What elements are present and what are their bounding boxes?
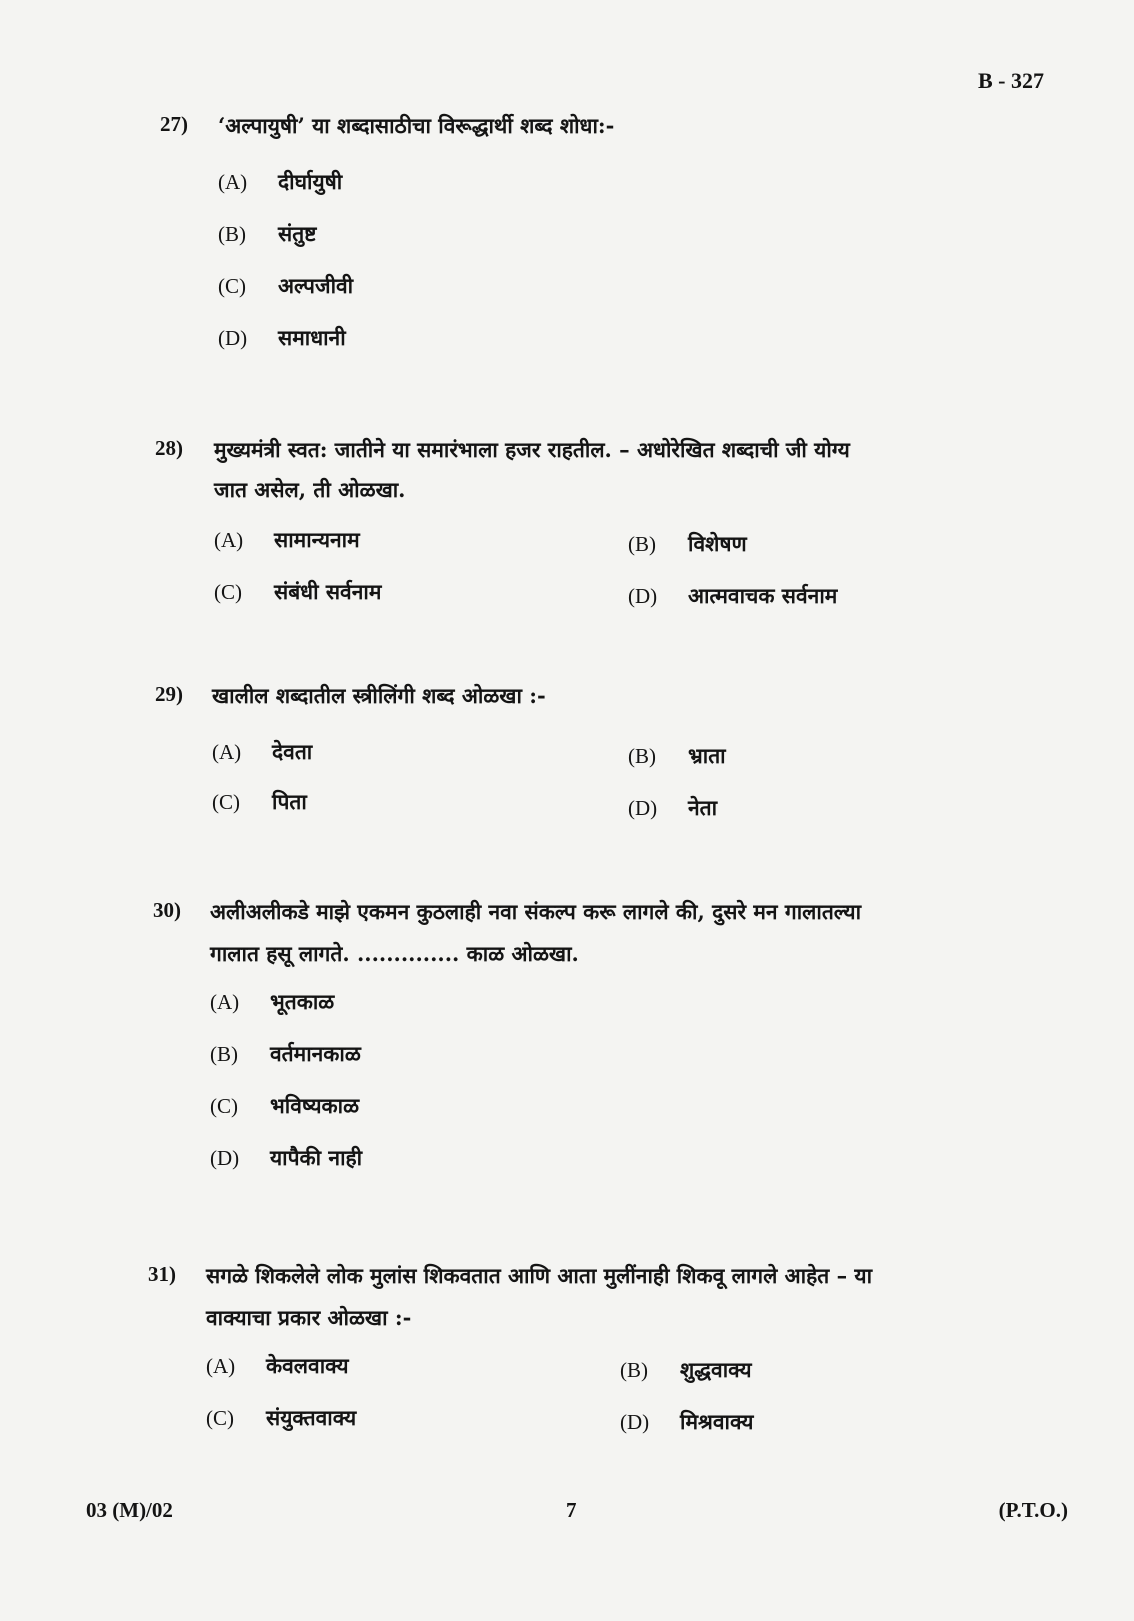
page-number: 7 [566, 1498, 577, 1522]
pto-label: (P.T.O.) [998, 1498, 1068, 1522]
option-c: (C) भविष्यकाळ [210, 1093, 360, 1118]
question-text: ‘अल्पायुषी’ या शब्दासाठीचा विरूद्धार्थी शब्द शोधा:- [218, 113, 615, 138]
question-text: खालील शब्दातील स्त्रीलिंगी शब्द ओळखा :- [212, 683, 546, 708]
option-a: (A) दीर्घायुषी [218, 169, 343, 194]
question-text-line1: मुख्यमंत्री स्वत: जातीने या समारंभाला हजर राहतील. – अधोरेखित शब्दाची जी योग्य [214, 437, 850, 462]
question-number: 28) [155, 436, 183, 460]
option-c: (C) संबंधी सर्वनाम [214, 579, 382, 604]
option-a: (A) देवता [212, 739, 313, 764]
option-b: (B) वर्तमानकाळ [210, 1041, 361, 1066]
option-d: (D) आत्मवाचक सर्वनाम [628, 583, 838, 608]
question-text-line2: जात असेल, ती ओळखा. [214, 477, 406, 502]
option-c: (C) पिता [212, 789, 307, 814]
question-number: 27) [160, 112, 188, 136]
option-d: (D) समाधानी [218, 325, 346, 350]
option-b: (B) संतुष्ट [218, 221, 317, 246]
paper-code: B - 327 [978, 68, 1044, 93]
question-text-line2: गालात हसू लागते. .............. काळ ओळखा. [210, 941, 579, 966]
question-text-line2: वाक्याचा प्रकार ओळखा :- [206, 1305, 412, 1330]
question-number: 30) [153, 898, 181, 922]
option-c: (C) संयुक्तवाक्य [206, 1405, 357, 1430]
footer-code: 03 (M)/02 [86, 1498, 173, 1522]
option-b: (B) शुद्धवाक्य [620, 1357, 752, 1382]
option-d: (D) यापैकी नाही [210, 1145, 363, 1170]
option-b: (B) विशेषण [628, 531, 747, 556]
option-a: (A) भूतकाळ [210, 989, 335, 1014]
option-d: (D) नेता [628, 795, 718, 820]
question-number: 29) [155, 682, 183, 706]
question-number: 31) [148, 1262, 176, 1286]
option-b: (B) भ्राता [628, 743, 726, 768]
option-d: (D) मिश्रवाक्य [620, 1409, 754, 1434]
option-c: (C) अल्पजीवी [218, 273, 354, 298]
question-text-line1: अलीअलीकडे माझे एकमन कुठलाही नवा संकल्प करू लागले की, दुसरे मन गालातल्या [210, 899, 862, 924]
option-a: (A) सामान्यनाम [214, 527, 360, 552]
option-a: (A) केवलवाक्य [206, 1353, 349, 1378]
question-text-line1: सगळे शिकलेले लोक मुलांस शिकवतात आणि आता मुलींनाही शिकवू लागले आहेत – या [206, 1263, 873, 1288]
